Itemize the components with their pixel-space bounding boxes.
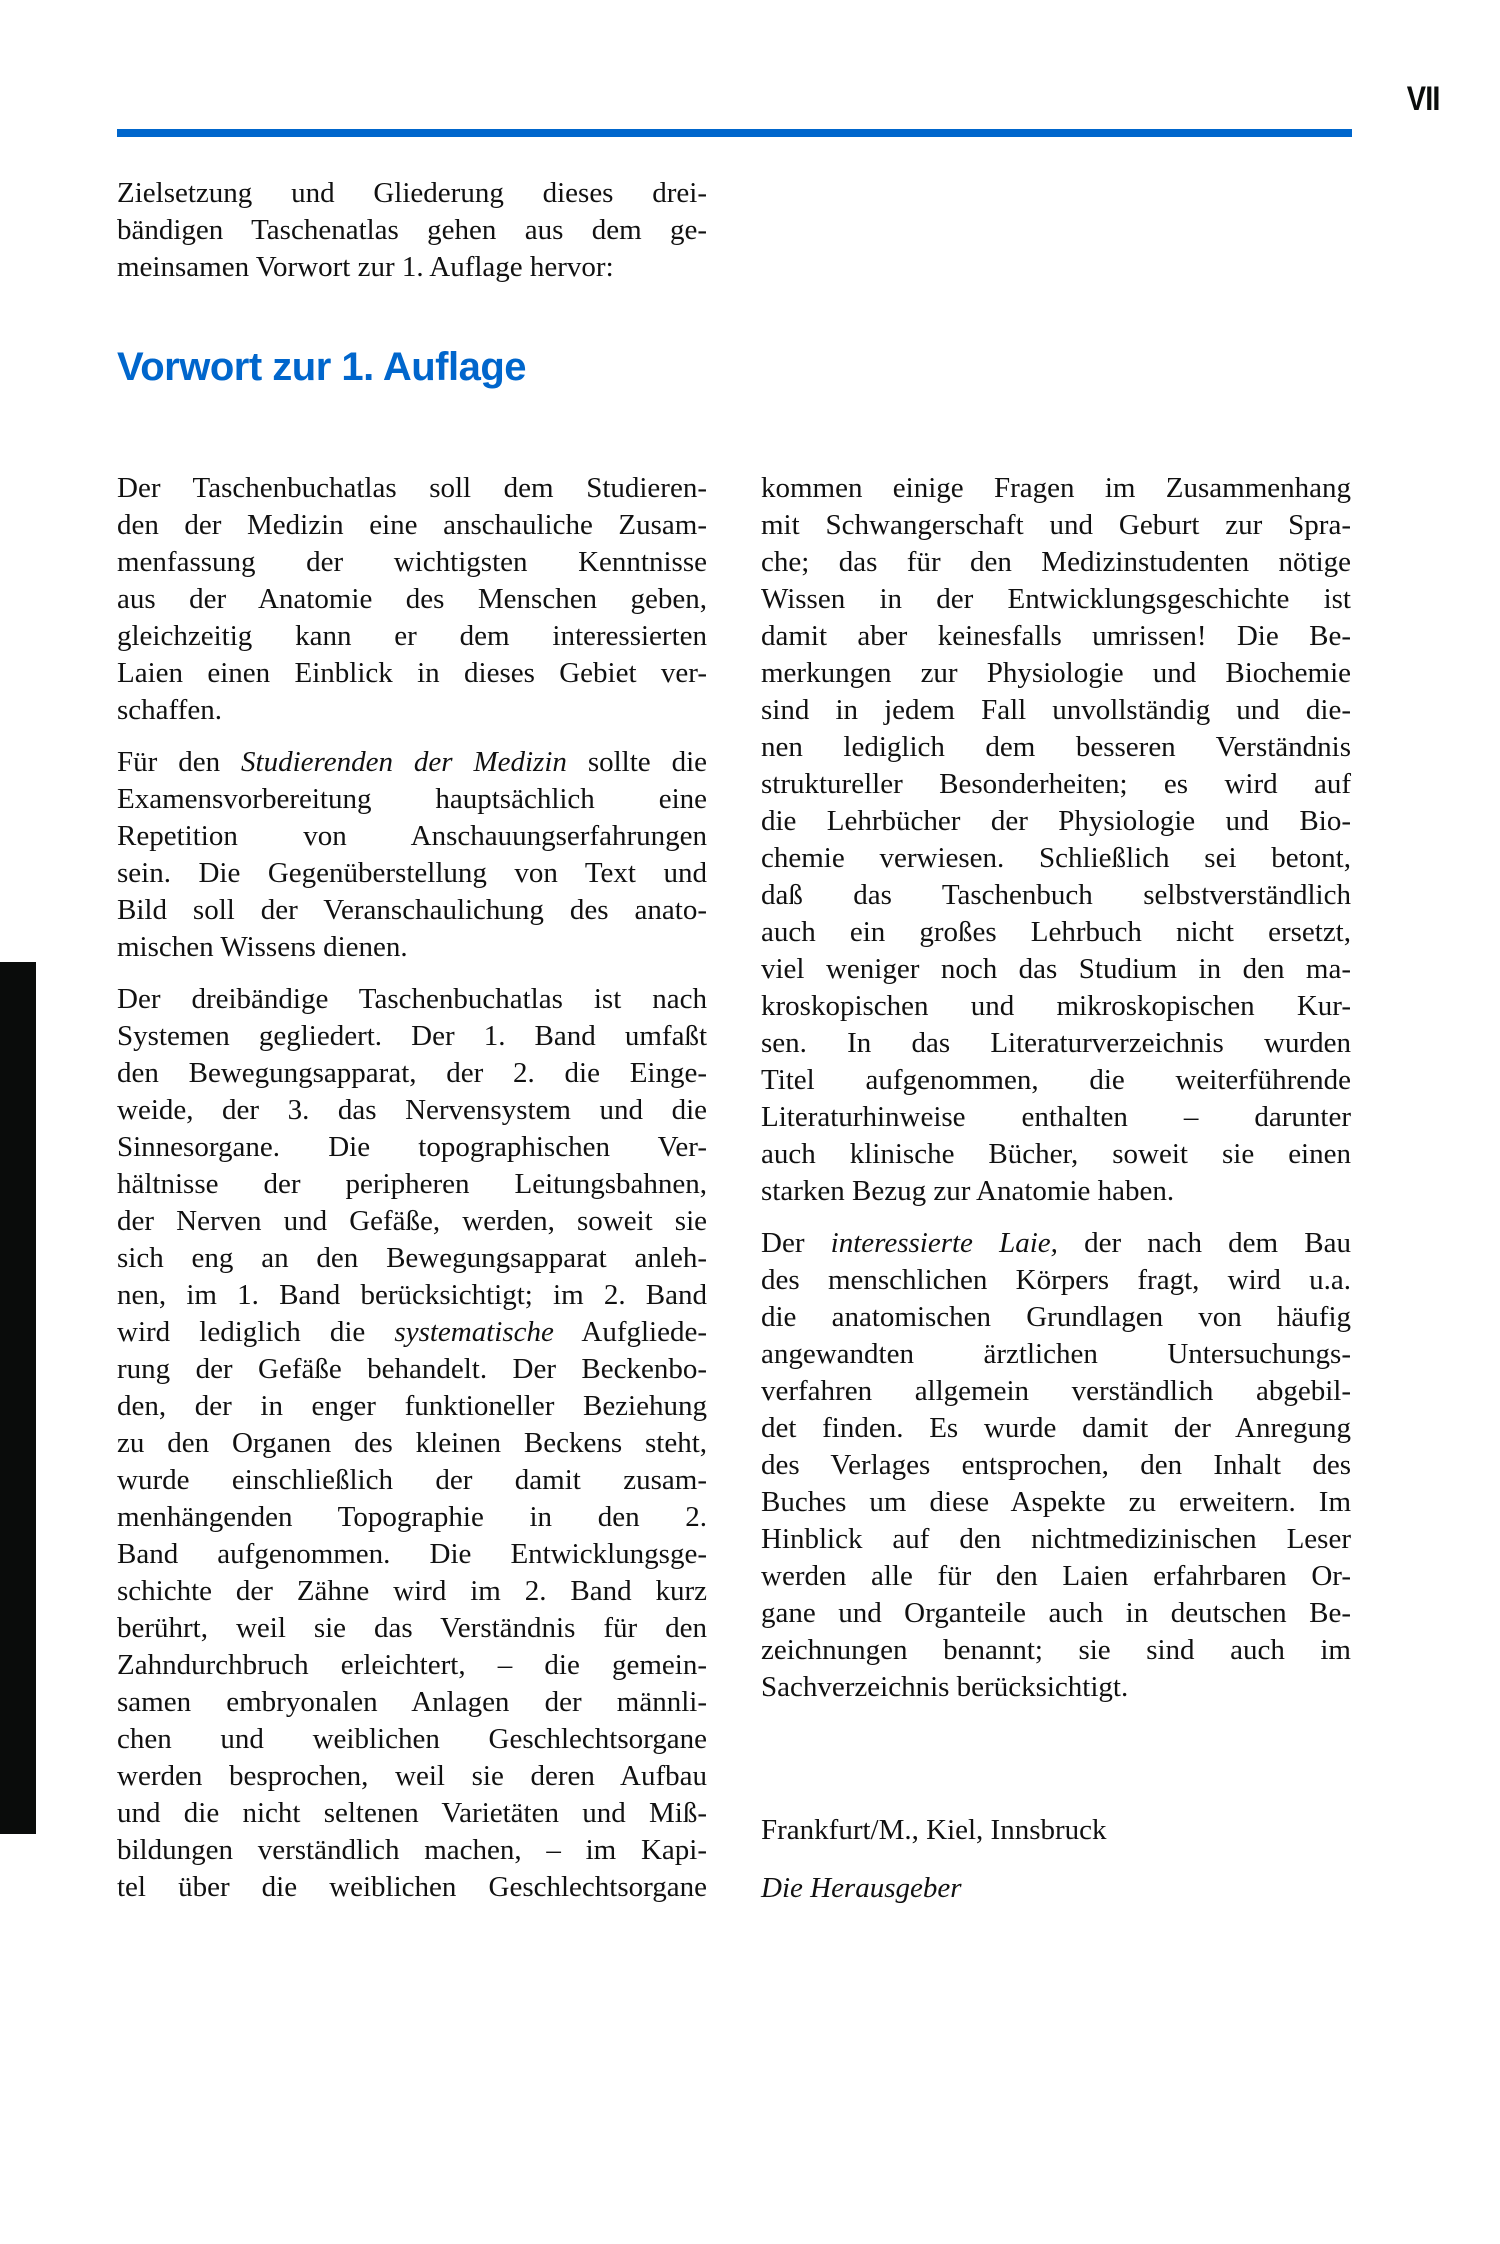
text-line: bildungen verständlich machen, – im Kapi-: [117, 1834, 707, 1866]
text-line: des menschlichen Körpers fragt, wird u.a.: [761, 1264, 1351, 1296]
text-line: [117, 1314, 707, 1351]
text-line: Band aufgenommen. Die Entwicklungsge-: [117, 1538, 707, 1570]
text-line: Zielsetzung und Gliederung dieses drei-: [117, 177, 707, 209]
text-line: kommen einige Fragen im Zusammenhang: [761, 472, 1351, 504]
text-line: werden besprochen, weil sie deren Aufbau: [117, 1760, 707, 1792]
text-line: den, der in enger funktioneller Beziehung: [117, 1390, 707, 1422]
text-line: menhängenden Topographie in den 2.: [117, 1501, 707, 1533]
text-line: nen lediglich dem besseren Verständnis: [761, 731, 1351, 763]
chapter-edge-tab: [0, 962, 36, 1834]
paragraph-3: [117, 981, 707, 1906]
paragraph-5: [761, 1225, 1351, 1706]
text-line: wurde einschließlich der damit zusam-: [117, 1464, 707, 1496]
text-line: und die nicht seltenen Varietäten und Miß-: [117, 1797, 707, 1829]
text-line: den Bewegungsapparat, der 2. die Einge-: [117, 1057, 707, 1089]
text-line: Der dreibändige Taschenbuchatlas ist nach: [117, 983, 707, 1015]
text-line: [761, 1225, 1351, 1262]
text-line: sein. Die Gegenüberstellung von Text und: [117, 857, 707, 889]
emphasis-text: systematische: [394, 1316, 554, 1348]
text-line: auch klinische Bücher, soweit sie einen: [761, 1138, 1351, 1170]
text-line: des Verlages entsprochen, den Inhalt des: [761, 1449, 1351, 1481]
text-line: Buches um diese Aspekte zu erweitern. Im: [761, 1486, 1351, 1518]
page-number: VII: [1407, 80, 1440, 118]
text-line: Sachverzeichnis berücksichtigt.: [761, 1671, 1129, 1703]
text-line: aus der Anatomie des Menschen geben,: [117, 583, 707, 615]
text-line: starken Bezug zur Anatomie haben.: [761, 1175, 1175, 1207]
text-line: mit Schwangerschaft und Geburt zur Spra-: [761, 509, 1351, 541]
text-line: chen und weiblichen Geschlechtsorgane: [117, 1723, 707, 1755]
text-line: damit aber keinesfalls umrissen! Die Be-: [761, 620, 1351, 652]
text-line: samen embryonalen Anlagen der männli-: [117, 1686, 707, 1718]
text-line: Examensvorbereitung hauptsächlich eine: [117, 783, 707, 815]
header-rule: [117, 129, 1352, 137]
text-run: Der: [761, 1227, 831, 1259]
text-line: auch ein großes Lehrbuch nicht ersetzt,: [761, 916, 1351, 948]
paragraph-2: [117, 744, 707, 966]
text-line: Titel aufgenommen, die weiterführende: [761, 1064, 1351, 1096]
text-line: schaffen.: [117, 694, 222, 726]
text-line: sich eng an den Bewegungsapparat anleh-: [117, 1242, 707, 1274]
text-line: Hinblick auf den nichtmedizinischen Leser: [761, 1523, 1351, 1555]
intro-paragraph: [117, 175, 707, 286]
text-line: kroskopischen und mikroskopischen Kur-: [761, 990, 1351, 1022]
text-line: nen, im 1. Band berücksichtigt; im 2. Band: [117, 1279, 707, 1311]
text-line: sen. In das Literaturverzeichnis wurden: [761, 1027, 1351, 1059]
text-line: viel weniger noch das Studium in den ma-: [761, 953, 1351, 985]
text-line: Zahndurchbruch erleichtert, – die gemein-: [117, 1649, 707, 1681]
text-line: angewandten ärztlichen Untersuchungs-: [761, 1338, 1351, 1370]
text-line: Repetition von Anschauungserfahrungen: [117, 820, 707, 852]
text-line: weide, der 3. das Nervensystem und die: [117, 1094, 707, 1126]
text-line: werden alle für den Laien erfahrbaren Or-: [761, 1560, 1351, 1592]
paragraph-4: [761, 470, 1351, 1210]
paragraph-1: [117, 470, 707, 729]
text-line: Literaturhinweise enthalten – darunter: [761, 1101, 1351, 1133]
text-line: Sinnesorgane. Die topographischen Ver-: [117, 1131, 707, 1163]
left-column: [117, 470, 707, 1921]
text-line: den der Medizin eine anschauliche Zusam-: [117, 509, 707, 541]
right-column: [761, 470, 1351, 1721]
text-line: hältnisse der peripheren Leitungsbahnen,: [117, 1168, 707, 1200]
text-line: gane und Organteile auch in deutschen Be-: [761, 1597, 1351, 1629]
text-run: der nach dem Bau: [1057, 1227, 1351, 1259]
text-line: die anatomischen Grundlagen von häufig: [761, 1301, 1351, 1333]
text-line: Der Taschenbuchatlas soll dem Studieren-: [117, 472, 707, 504]
signature-author: Die Herausgeber: [761, 1872, 962, 1904]
text-line: Bild soll der Veranschaulichung des anato-: [117, 894, 707, 926]
text-line: menfassung der wichtigsten Kenntnisse: [117, 546, 707, 578]
text-line: die Lehrbücher der Physiologie und Bio-: [761, 805, 1351, 837]
text-line: struktureller Besonderheiten; es wird auf: [761, 768, 1351, 800]
text-run: Aufgliede-: [553, 1316, 708, 1348]
text-line: Systemen gegliedert. Der 1. Band umfaßt: [117, 1020, 707, 1052]
text-line: mischen Wissens dienen.: [117, 931, 408, 963]
text-run: wird lediglich die: [117, 1316, 395, 1348]
text-line: che; das für den Medizinstudenten nötige: [761, 546, 1351, 578]
text-line: sind in jedem Fall unvollständig und die-: [761, 694, 1351, 726]
text-line: schichte der Zähne wird im 2. Band kurz: [117, 1575, 707, 1607]
text-line: Wissen in der Entwicklungsgeschichte ist: [761, 583, 1351, 615]
text-line: der Nerven und Gefäße, werden, soweit sie: [117, 1205, 707, 1237]
text-run: Für den: [117, 746, 242, 778]
section-heading: Vorwort zur 1. Auflage: [117, 345, 527, 389]
text-line: merkungen zur Physiologie und Biochemie: [761, 657, 1351, 689]
text-line: gleichzeitig kann er dem interessierten: [117, 620, 707, 652]
text-line: verfahren allgemein verständlich abgebil-: [761, 1375, 1351, 1407]
text-line: [117, 744, 707, 781]
text-line: zu den Organen des kleinen Beckens steht,: [117, 1427, 707, 1459]
emphasis-text: interessierte Laie,: [830, 1227, 1058, 1259]
text-line: rung der Gefäße behandelt. Der Beckenbo-: [117, 1353, 707, 1385]
text-line: chemie verwiesen. Schließlich sei betont,: [761, 842, 1351, 874]
text-line: Laien einen Einblick in dieses Gebiet ver-: [117, 657, 707, 689]
text-line: zeichnungen benannt; sie sind auch im: [761, 1634, 1351, 1666]
text-line: meinsamen Vorwort zur 1. Auflage hervor:: [117, 251, 614, 283]
text-line: daß das Taschenbuch selbstverständlich: [761, 879, 1351, 911]
text-line: bändigen Taschenatlas gehen aus dem ge-: [117, 214, 707, 246]
text-line: det finden. Es wurde damit der Anregung: [761, 1412, 1351, 1444]
text-line: berührt, weil sie das Verständnis für den: [117, 1612, 707, 1644]
text-line: tel über die weiblichen Geschlechtsorgane: [117, 1871, 707, 1903]
text-run: sollte die: [566, 746, 707, 778]
signature-place: Frankfurt/M., Kiel, Innsbruck: [761, 1814, 1107, 1846]
emphasis-text: Studierenden der Medizin: [241, 746, 567, 778]
